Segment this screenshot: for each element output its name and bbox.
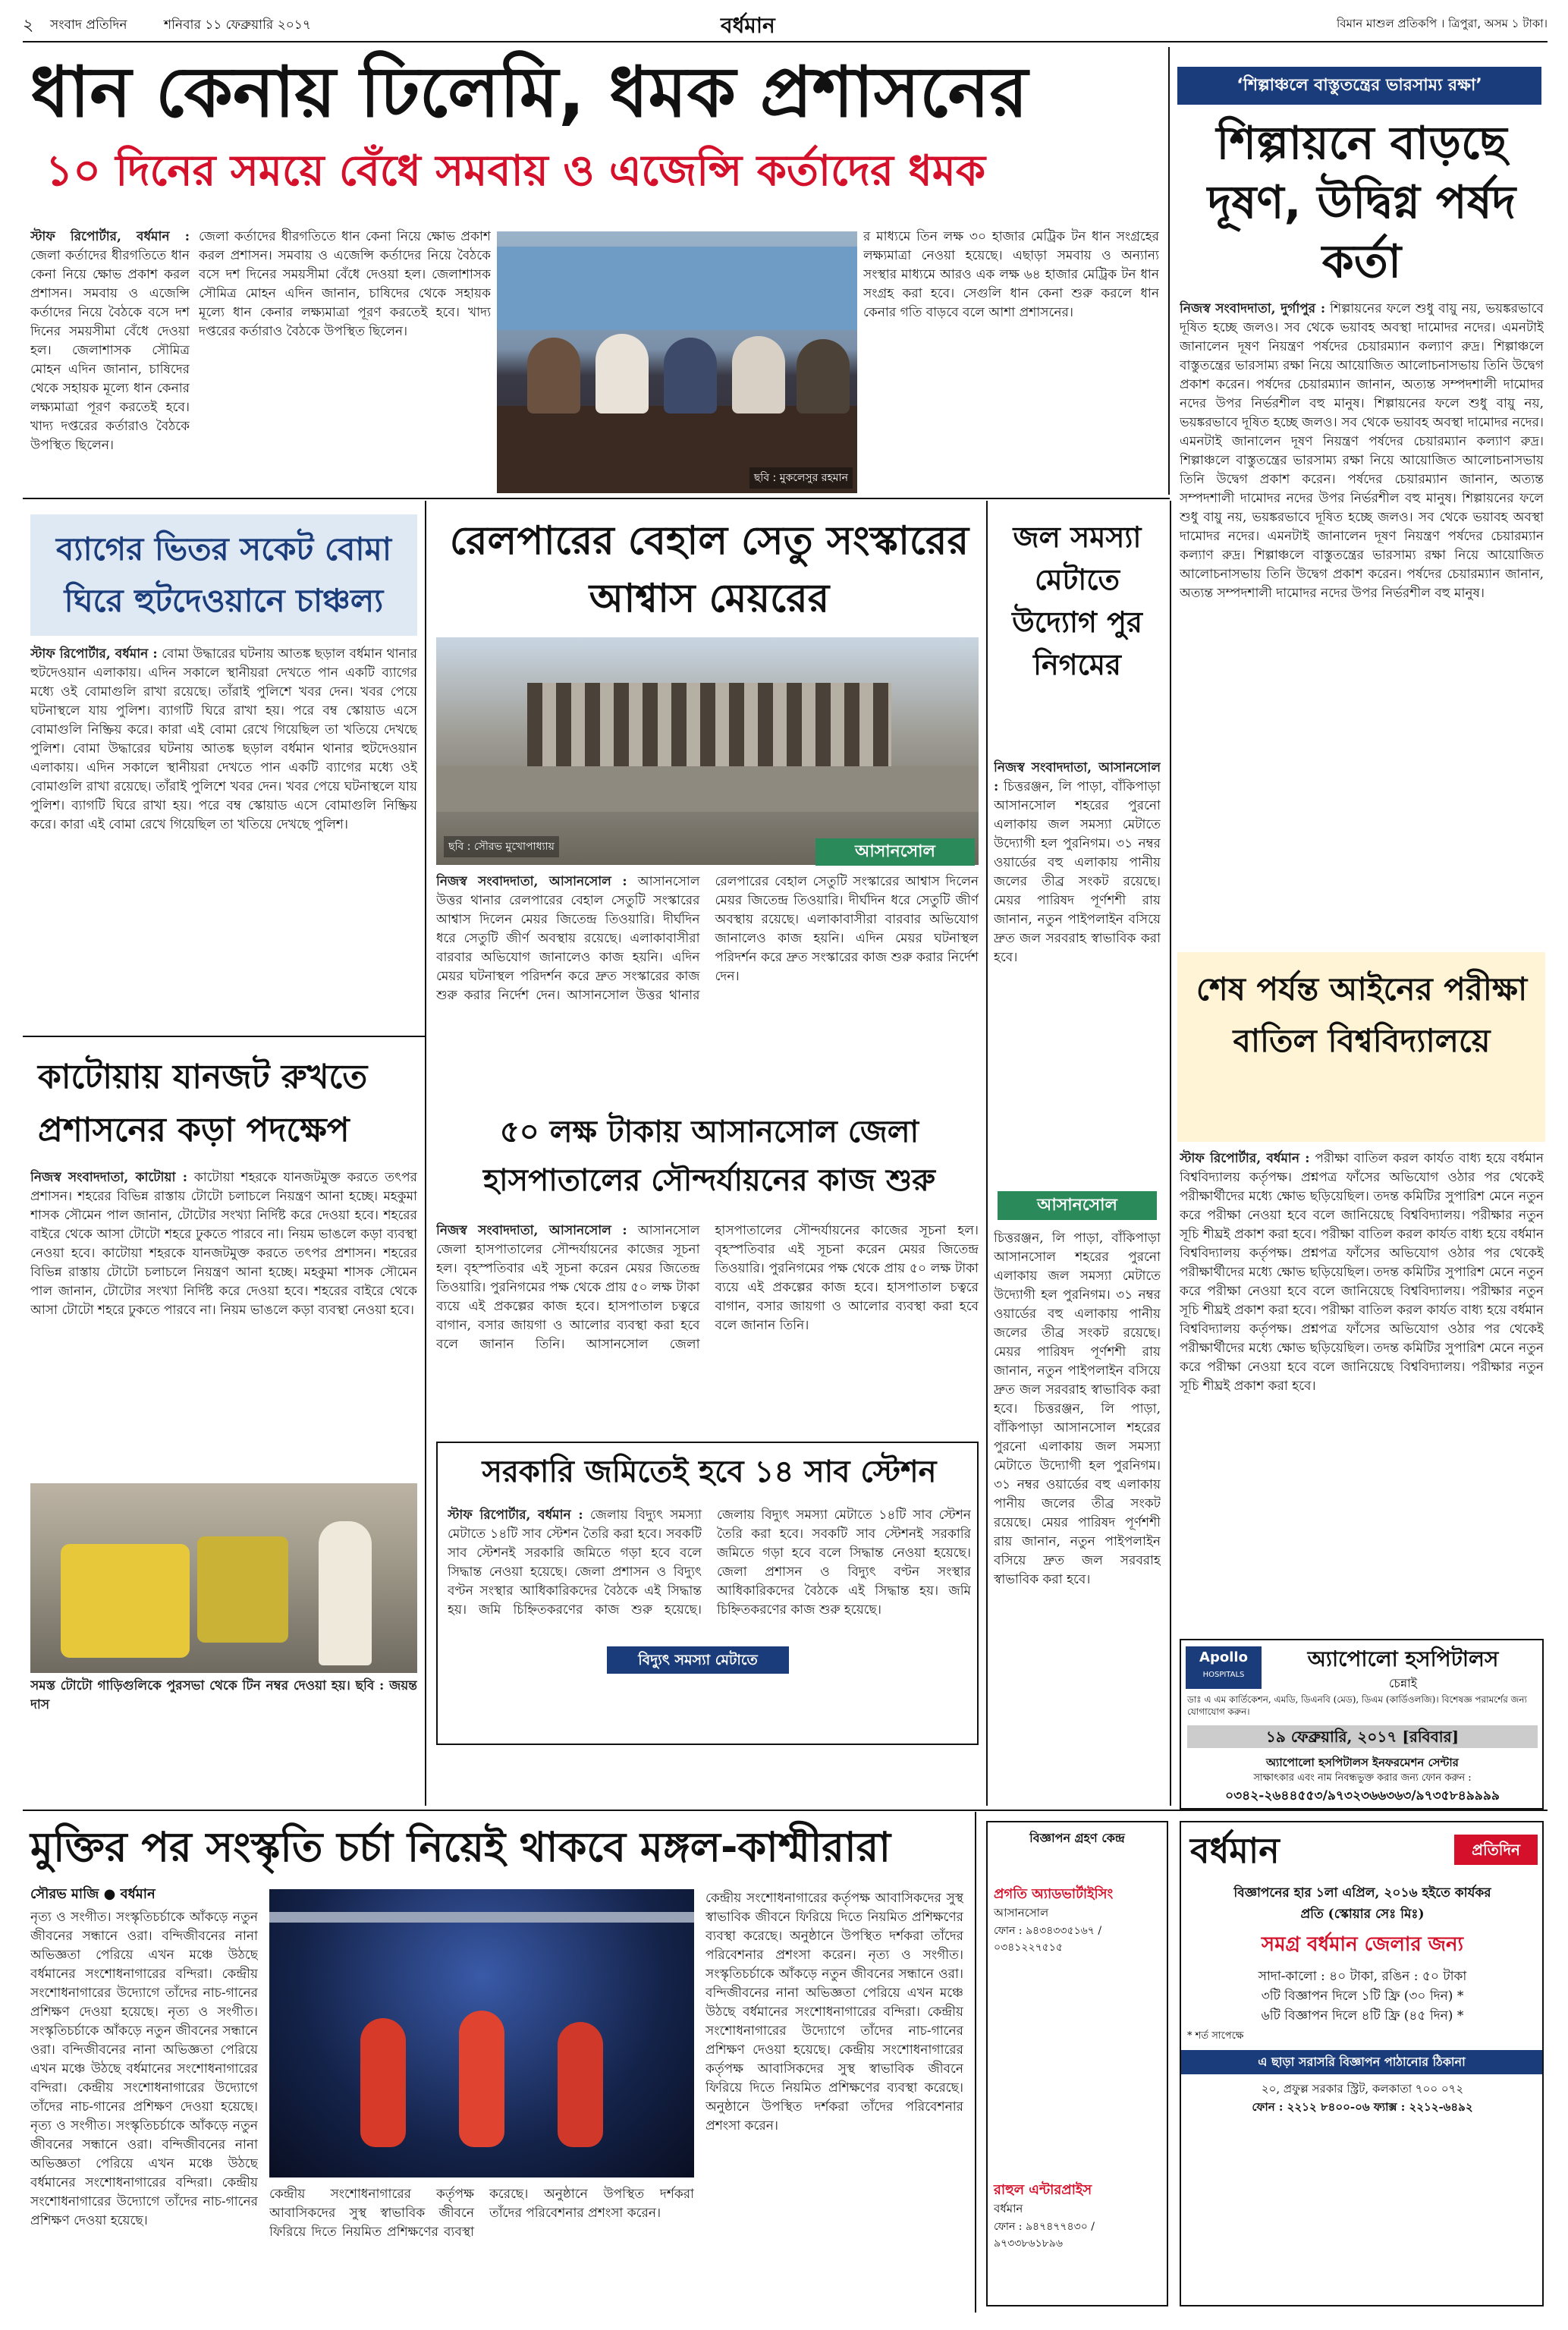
lead-photo-caption: ছবি : মুকলেসুর রহমান xyxy=(749,467,853,489)
col3-divider xyxy=(1170,501,1171,1806)
bridge-text: আসানসোল উত্তর থানার রেলপারের বেহাল সেতুটি সংস্কারের আশ্বাস দিলেন মেয়র জিতেন্দ্র তিওয়ারি। দীর্ঘদিন ধরে সেতুটি জীর্ণ অবস্থায় রয়েছে। এলাকাবাসীরা বারবার অভিযোগ জানালেও কাজ হয়নি। এদিন মেয়র ঘটনাস্থল পরিদর্শন করে দ্রুত সংস্কারের কাজ শুরু করার নির্দেশ দেন। xyxy=(436,874,700,1003)
culture-text-repeat: নৃত্য ও সংগীত। সংস্কৃতিচর্চাকে আঁকড়ে নতুন জীবনের সন্ধানে ওরা। বন্দিজীবনের নানা অভিজ্ঞতা পেরিয়ে এখন মঞ্চে উঠছে বর্ধমানের সংশোধনাগারের বন্দিরা। কেন্দ্রীয় সংশোধনাগারের উদ্যোগে তাঁদের নাচ-গানের প্রশিক্ষণ দেওয়া হয়েছে। xyxy=(30,2118,258,2228)
rate-terms: * শর্ত সাপেক্ষে xyxy=(1187,2030,1244,2042)
bag-bomb-text-repeat: বোমা উদ্ধারের ঘটনায় আতঙ্ক ছড়াল বর্ধমান থানার হুটদেওয়ান এলাকায়। এদিন সকালে স্থানীয়রা দেখতে পান একটি ব্যাগের মধ্যে ওই বোমাগুলি রাখা রয়েছে। তাঁরাই পুলিশে খবর দেন। খবর পেয়ে ঘটনাস্থলে যায় পুলিশ। ব্যাগটি ঘিরে রাখা হয়। পরে বম্ব স্কোয়াড এসে বোমাগুলি নিষ্ক্রিয় করে। কারা এই বোমা রেখে গিয়েছিল তা খতিয়ে দেখছে পুলিশ। xyxy=(30,741,417,832)
lead-body-col2 xyxy=(199,228,491,486)
lead-photo-banner xyxy=(497,247,857,330)
traffic-police xyxy=(319,1521,372,1665)
dancer xyxy=(360,2018,406,2147)
masthead xyxy=(23,9,1548,39)
rate-ad xyxy=(1180,1821,1544,2306)
address-line: ২০, প্রফুল্ল সরকার স্ট্রিট, কলকাতা ৭০০ ০৭২ xyxy=(1261,2082,1464,2096)
culture-text-2: কেন্দ্রীয় সংশোধনাগারের কর্তৃপক্ষ আবাসিকদের সুস্থ স্বাভাবিক জীবনে ফিরিয়ে দিতে নিয়মিত প্রশিক্ষণের ব্যবস্থা করেছে। অনুষ্ঠানে উপস্থিত দর্শকরা তাঁদের পরিবেশনার প্রশংসা করেন। xyxy=(269,2187,694,2240)
agency2-phone: ফোন : ৯৪৭৪৭৭৪৩০ / ৯৭৩৩৮৬১৮৯৬ xyxy=(994,2221,1095,2250)
bridge-headline: রেলপারের বেহাল সেতু সংস্কারের আশ্বাস মেয়রের xyxy=(449,518,969,621)
katwa-body xyxy=(30,1168,417,1479)
lead-body-col3 xyxy=(863,228,1159,486)
rate-line-1: সাদা-কালো : ৪০ টাকা, রঙিন : ৫০ টাকা xyxy=(1258,1969,1467,1984)
katwa-photo xyxy=(30,1483,417,1673)
toto-vehicle xyxy=(197,1536,288,1643)
side-byline: নিজস্ব সংবাদদাতা, দুর্গাপুর : xyxy=(1180,301,1326,316)
exam-headline: শেষ পর্যন্ত আইনের পরীক্ষা বাতিল বিশ্ববিদ্যালয়ে xyxy=(1196,970,1528,1059)
apollo-logo-sub: HOSPITALS xyxy=(1202,1671,1245,1679)
side-body-text: শিল্পায়নের ফলে শুধু বায়ু নয়, ভয়ঙ্করভাবে দূষিত হচ্ছে জলও। সব থেকে ভয়াবহ অবস্থা দামোদর নদের। এমনটাই জানালেন দূষণ নিয়ন্ত্রণ পর্ষদের চেয়ারম্যান কল্যাণ রুদ্র। শিল্পাঞ্চলে বাস্তুতন্ত্রের ভারসাম্য রক্ষা নিয়ে আয়োজিত আলোচনাসভায় তিনি উদ্বেগ প্রকাশ করেন। পর্ষদের চেয়ারম্যান জানান, অত্যন্ত সম্পদশালী দামোদর নদের উপর নির্ভরশীল বহু মানুষ। xyxy=(1180,301,1544,411)
ad-centre-box xyxy=(986,1821,1168,2306)
section-title: বর্ধমান xyxy=(721,13,775,38)
katwa-byline: নিজস্ব সংবাদদাতা, কাটোয়া : xyxy=(30,1170,188,1185)
substation-text: জেলায় বিদ্যুৎ সমস্যা মেটাতে ১৪টি সাব স্টেশন তৈরি করা হবে। সবকটি সাব স্টেশনই সরকারি জমিতে গড়া হবে বলে সিদ্ধান্ত নেওয়া হয়েছে। জেলা প্রশাসন ও বিদ্যুৎ বণ্টন সংস্থার আধিকারিকদের বৈঠকে এই সিদ্ধান্ত হয়। জমি চিহ্নিতকরণের কাজ শুরু হয়েছে। xyxy=(448,1508,702,1618)
bridge-byline: নিজস্ব সংবাদদাতা, আসানসোল : xyxy=(436,874,627,889)
bag-bomb-rule xyxy=(23,1036,425,1037)
lead-body-continued: জেলা কর্তাদের ধীরগতিতে ধান কেনা নিয়ে ক্ষোভ প্রকাশ করল প্রশাসন। সমবায় ও এজেন্সি কর্তাদের নিয়ে বৈঠকে বসে দশ দিনের সময়সীমা বেঁধে দেওয়া হল। জেলাশাসক সৌমিত্র মোহন এদিন জানান, চাষিদের থেকে সহায়ক মূল্যে ধান কেনার লক্ষ্যমাত্রা পূরণ করতেই হবে। খাদ্য দপ্তরের কর্তারাও বৈঠকে উপস্থিত ছিলেন। xyxy=(199,229,491,339)
lead-photo-person xyxy=(732,336,785,413)
dancer xyxy=(459,2011,504,2147)
apollo-center: অ্যাপোলো হসপিটালস ইনফরমেশন সেন্টার xyxy=(1266,1756,1459,1769)
lead-body-col1 xyxy=(30,228,190,486)
lead-byline: স্টাফ রিপোর্টার, বর্ধমান : xyxy=(30,229,190,244)
lead-bottom-rule xyxy=(23,498,1170,499)
agency1-phone: ফোন : ৯৪৩৪৩৩৫১৬৭ / ০৩৪১২২৭৫১৫ xyxy=(994,1925,1102,1954)
apollo-subtitle: চেন্নাই xyxy=(1388,1676,1418,1690)
water-tag: আসানসোল xyxy=(998,1191,1157,1220)
water-body xyxy=(994,759,1161,1184)
culture-body-col1 xyxy=(30,1908,258,2303)
hospital-text: আসানসোল জেলা হাসপাতালের সৌন্দর্যায়নের কাজের সূচনা হল। বৃহস্পতিবার এই সূচনা করেন মেয়র জিতেন্দ্র তিওয়ারি। পুরনিগমের পক্ষ থেকে প্রায় ৫০ লক্ষ টাকা ব্যয়ে এই প্রকল্পের কাজ হবে। হাসপাতাল চত্বরে বাগান, বসার জায়গা ও আলোর ব্যবস্থা করা হবে বলে জানান তিনি। xyxy=(436,1223,700,1352)
address-phone: ফোন : ২২১২ ৮৪০০-০৬ ফ্যাক্স : ২২১২-৬৪৯২ xyxy=(1252,2100,1473,2114)
col2-divider xyxy=(986,501,988,1806)
water-headline: জল সমস্যা মেটাতে উদ্যোগ পুর নিগমের xyxy=(1012,520,1142,681)
katwa-headline: কাটোয়ায় যানজট রুখতে প্রশাসনের কড়া পদক্ষেপ xyxy=(38,1058,368,1149)
agency1-name: প্রগতি অ্যাডভার্টাইসিং xyxy=(994,1886,1114,1902)
side-headline: শিল্পায়নে বাড়ছে দূষণ, উদ্বিগ্ন পর্ষদ কর্তা xyxy=(1207,117,1516,288)
substation-headline: সরকারি জমিতেই হবে ১৪ সাব স্টেশন xyxy=(482,1454,937,1489)
katwa-caption xyxy=(30,1677,417,1798)
rate-ad-badge: প্রতিদিন xyxy=(1454,1835,1538,1865)
culture-text-2-continued: কেন্দ্রীয় সংশোধনাগারের কর্তৃপক্ষ আবাসিকদের সুস্থ স্বাভাবিক জীবনে ফিরিয়ে দিতে নিয়মিত প্রশিক্ষণের ব্যবস্থা করেছে। অনুষ্ঠানে উপস্থিত দর্শকরা তাঁদের পরিবেশনার প্রশংসা করেন। xyxy=(705,1891,963,1963)
exam-byline: স্টাফ রিপোর্টার, বর্ধমান : xyxy=(1180,1151,1310,1166)
culture-body-col3 xyxy=(705,1889,963,2306)
katwa-text-repeat: কাটোয়া শহরকে যানজটমুক্ত করতে তৎপর প্রশাসন। শহরের বিভিন্ন রাস্তায় টোটো চলাচলে নিয়ন্ত্রণ আনা হচ্ছে। মহকুমা শাসক সৌমেন পাল জানান, টোটোর সংখ্যা নির্দিষ্ট করে দেওয়া হবে। শহরের বাইরে থেকে আসা টোটো শহরে ঢুকতে পারবে না। নিয়ম ভাঙলে কড়া ব্যবস্থা নেওয়া হবে। xyxy=(30,1246,417,1318)
culture-body-col2 xyxy=(269,2185,694,2306)
hospital-text-repeat: আসানসোল জেলা হাসপাতালের সৌন্দর্যায়নের কাজের সূচনা হল। বৃহস্পতিবার এই সূচনা করেন মেয়র জিতেন্দ্র তিওয়ারি। পুরনিগমের পক্ষ থেকে প্রায় ৫০ লক্ষ টাকা ব্যয়ে এই প্রকল্পের কাজ হবে। হাসপাতাল চত্বরে বাগান, বসার জায়গা ও আলোর ব্যবস্থা করা হবে বলে জানান তিনি। xyxy=(586,1223,979,1352)
substation-text-repeat: জেলায় বিদ্যুৎ সমস্যা মেটাতে ১৪টি সাব স্টেশন তৈরি করা হবে। সবকটি সাব স্টেশনই সরকারি জমিতে গড়া হবে বলে সিদ্ধান্ত নেওয়া হয়েছে। জেলা প্রশাসন ও বিদ্যুৎ বণ্টন সংস্থার আধিকারিকদের বৈঠকে এই সিদ্ধান্ত হয়। জমি চিহ্নিতকরণের কাজ শুরু হয়েছে। xyxy=(717,1508,971,1618)
agency1-place: আসানসোল xyxy=(994,1906,1049,1920)
bag-bomb-text: বোমা উদ্ধারের ঘটনায় আতঙ্ক ছড়াল বর্ধমান থানার হুটদেওয়ান এলাকায়। এদিন সকালে স্থানীয়রা দেখতে পান একটি ব্যাগের মধ্যে ওই বোমাগুলি রাখা রয়েছে। তাঁরাই পুলিশে খবর দেন। খবর পেয়ে ঘটনাস্থলে যায় পুলিশ। ব্যাগটি ঘিরে রাখা হয়। পরে বম্ব স্কোয়াড এসে বোমাগুলি নিষ্ক্রিয় করে। কারা এই বোমা রেখে গিয়েছিল তা খতিয়ে দেখছে পুলিশ। xyxy=(30,646,417,756)
lead-photo-person xyxy=(797,339,850,413)
bridge-body xyxy=(436,873,979,1100)
agency2-name: রাহুল এন্টারপ্রাইস xyxy=(994,2182,1092,2198)
price-line: বিমান মাশুল প্রতিকপি । ত্রিপুরা, অসম ১ টাকা। xyxy=(1336,17,1548,30)
apollo-phones: ০৩৪২-২৬৪৪৫৫৩/৯৭৩২৩৬৬৩৬৩/৯৭৩৫৮৪৯৯৯৯ xyxy=(1225,1788,1500,1803)
dancer xyxy=(558,2022,603,2147)
katwa-photo-credit: ছবি : জয়ন্ত দাস xyxy=(30,1678,417,1712)
lead-photo-person xyxy=(527,338,580,413)
rate-highlight: সমগ্র বর্ধমান জেলার জন্য xyxy=(1261,1933,1464,1956)
col1-divider xyxy=(425,501,426,1806)
mid-bottom-rule xyxy=(23,1810,1548,1811)
stage-truss xyxy=(269,1912,694,1923)
lead-photo-person xyxy=(595,334,649,413)
side-kicker-text: ‘শিল্পাঞ্চলে বাস্তুতন্ত্রের ভারসাম্য রক্ষা’ xyxy=(1236,76,1482,95)
apollo-contact: সাক্ষাৎকার এবং নাম নিবন্ধভুক্ত করার জন্য ফোন করুন : xyxy=(1253,1772,1472,1784)
water-body-2 xyxy=(994,1229,1161,1791)
lead-photo xyxy=(497,231,857,493)
apollo-body: ডাঃ এ এম কার্তিকেশন, এমডি, ডিএনবি (মেড), ডিএম (কার্ডিওলজি)। বিশেষজ্ঞ পরামর্শের জন্য যোগাযোগ করুন। xyxy=(1187,1694,1528,1717)
lead-body: জেলা কর্তাদের ধীরগতিতে ধান কেনা নিয়ে ক্ষোভ প্রকাশ করল প্রশাসন। সমবায় ও এজেন্সি কর্তাদের নিয়ে বৈঠকে বসে দশ দিনের সময়সীমা বেঁধে দেওয়া হল। জেলাশাসক সৌমিত্র মোহন এদিন জানান, চাষিদের থেকে সহায়ক মূল্যে ধান কেনার লক্ষ্যমাত্রা পূরণ করতেই হবে। খাদ্য দপ্তরের কর্তারাও বৈঠকে উপস্থিত ছিলেন। xyxy=(30,248,190,453)
rate-line: বিজ্ঞাপনের হার ১লা এপ্রিল, ২০১৬ হইতে কার্যকর xyxy=(1233,1885,1491,1901)
lead-subhead: ১০ দিনের সময়ে বেঁধে সমবায় ও এজেন্সি কর্তাদের ধমক xyxy=(46,146,986,196)
katwa-text: কাটোয়া শহরকে যানজটমুক্ত করতে তৎপর প্রশাসন। শহরের বিভিন্ন রাস্তায় টোটো চলাচলে নিয়ন্ত্রণ আনা হচ্ছে। মহকুমা শাসক সৌমেন পাল জানান, টোটোর সংখ্যা নির্দিষ্ট করে দেওয়া হবে। শহরের বাইরে থেকে আসা টোটো শহরে ঢুকতে পারবে না। নিয়ম ভাঙলে কড়া ব্যবস্থা নেওয়া হবে। xyxy=(30,1170,417,1261)
hospital-body xyxy=(436,1222,979,1434)
water-text-repeat: চিত্তরঞ্জন, লি পাড়া, বাঁকিপাড়া আসানসোল শহরের পুরনো এলাকায় জল সমস্যা মেটাতে উদ্যোগী হল পুরনিগম। ৩১ নম্বর ওয়ার্ডের বহু এলাকায় পানীয় জলের তীব্র সংকট রয়েছে। মেয়র পারিষদ পূর্ণশশী রায় জানান, নতুন পাইপলাইন বসিয়ে দ্রুত জল সরবরাহ স্বাভাবিক করা হবে। xyxy=(994,1401,1161,1587)
bridge-structure xyxy=(436,766,979,812)
exam-text: পরীক্ষা বাতিল করল কার্যত বাধ্য হয়ে বর্ধমান বিশ্ববিদ্যালয় কর্তৃপক্ষ। প্রশ্নপত্র ফাঁসের অভিযোগ ওঠার পর থেকেই পরীক্ষার্থীদের মধ্যে ক্ষোভ ছড়িয়েছিল। তদন্ত কমিটির সুপারিশ মেনে নতুন করে পরীক্ষা নেওয়া হবে বলে জানিয়েছে বিশ্ববিদ্যালয়। পরীক্ষার নতুন সূচি শীঘ্রই প্রকাশ করা হবে। xyxy=(1180,1151,1544,1242)
culture-text-repeat: নৃত্য ও সংগীত। সংস্কৃতিচর্চাকে আঁকড়ে নতুন জীবনের সন্ধানে ওরা। বন্দিজীবনের নানা অভিজ্ঞতা পেরিয়ে এখন মঞ্চে উঠছে বর্ধমানের সংশোধনাগারের বন্দিরা। কেন্দ্রীয় সংশোধনাগারের উদ্যোগে তাঁদের নাচ-গানের প্রশিক্ষণ দেওয়া হয়েছে। xyxy=(30,2005,258,2115)
culture-text: নৃত্য ও সংগীত। সংস্কৃতিচর্চাকে আঁকড়ে নতুন জীবনের সন্ধানে ওরা। বন্দিজীবনের নানা অভিজ্ঞতা পেরিয়ে এখন মঞ্চে উঠছে বর্ধমানের সংশোধনাগারের বন্দিরা। কেন্দ্রীয় সংশোধনাগারের উদ্যোগে তাঁদের নাচ-গানের প্রশিক্ষণ দেওয়া হয়েছে। xyxy=(30,1910,258,2020)
lead-headline: ধান কেনায় ঢিলেমি, ধমক প্রশাসনের xyxy=(30,52,1029,133)
exam-text-repeat: পরীক্ষা বাতিল করল কার্যত বাধ্য হয়ে বর্ধমান বিশ্ববিদ্যালয় কর্তৃপক্ষ। প্রশ্নপত্র ফাঁসের অভিযোগ ওঠার পর থেকেই পরীক্ষার্থীদের মধ্যে ক্ষোভ ছড়িয়েছিল। তদন্ত কমিটির সুপারিশ মেনে নতুন করে পরীক্ষা নেওয়া হবে বলে জানিয়েছে বিশ্ববিদ্যালয়। পরীক্ষার নতুন সূচি শীঘ্রই প্রকাশ করা হবে। xyxy=(1180,1227,1544,1318)
side-body-text-repeat: শিল্পায়নের ফলে শুধু বায়ু নয়, ভয়ঙ্করভাবে দূষিত হচ্ছে জলও। সব থেকে ভয়াবহ অবস্থা দামোদর নদের। এমনটাই জানালেন দূষণ নিয়ন্ত্রণ পর্ষদের চেয়ারম্যান কল্যাণ রুদ্র। শিল্পাঞ্চলে বাস্তুতন্ত্রের ভারসাম্য রক্ষা নিয়ে আয়োজিত আলোচনাসভায় তিনি উদ্বেগ প্রকাশ করেন। পর্ষদের চেয়ারম্যান জানান, অত্যন্ত সম্পদশালী দামোদর নদের উপর নির্ভরশীল বহু মানুষ। xyxy=(1180,396,1544,506)
exam-text-repeat: পরীক্ষা বাতিল করল কার্যত বাধ্য হয়ে বর্ধমান বিশ্ববিদ্যালয় কর্তৃপক্ষ। প্রশ্নপত্র ফাঁসের অভিযোগ ওঠার পর থেকেই পরীক্ষার্থীদের মধ্যে ক্ষোভ ছড়িয়েছিল। তদন্ত কমিটির সুপারিশ মেনে নতুন করে পরীক্ষা নেওয়া হবে বলে জানিয়েছে বিশ্ববিদ্যালয়। পরীক্ষার নতুন সূচি শীঘ্রই প্রকাশ করা হবে। xyxy=(1180,1303,1544,1394)
rate-ad-brand: বর্ধমান xyxy=(1190,1830,1280,1871)
lead-side-divider xyxy=(1168,47,1170,495)
apollo-date: ১৯ ফেব্রুয়ারি, ২০১৭ [রবিবার] xyxy=(1187,1725,1538,1748)
rate-line-2: ৩টি বিজ্ঞাপন দিলে ১টি ফ্রি (৩০ দিন) * xyxy=(1261,1989,1464,2004)
paper-name: সংবাদ প্রতিদিন xyxy=(50,17,127,33)
ad-centre-title: বিজ্ঞাপন গ্রহণ কেন্দ্র xyxy=(1029,1831,1125,1845)
substation-body xyxy=(448,1506,971,1734)
side-body-text-repeat: শিল্পায়নের ফলে শুধু বায়ু নয়, ভয়ঙ্করভাবে দূষিত হচ্ছে জলও। সব থেকে ভয়াবহ অবস্থা দামোদর নদের। এমনটাই জানালেন দূষণ নিয়ন্ত্রণ পর্ষদের চেয়ারম্যান কল্যাণ রুদ্র। শিল্পাঞ্চলে বাস্তুতন্ত্রের ভারসাম্য রক্ষা নিয়ে আয়োজিত আলোচনাসভায় তিনি উদ্বেগ প্রকাশ করেন। পর্ষদের চেয়ারম্যান জানান, অত্যন্ত সম্পদশালী দামোদর নদের উপর নির্ভরশীল বহু মানুষ। xyxy=(1180,491,1544,601)
bag-bomb-byline: স্টাফ রিপোর্টার, বর্ধমান : xyxy=(30,646,158,662)
apollo-ad xyxy=(1180,1639,1544,1810)
bag-bomb-body xyxy=(30,645,417,1024)
culture-text-2-repeat: কেন্দ্রীয় সংশোধনাগারের কর্তৃপক্ষ আবাসিকদের সুস্থ স্বাভাবিক জীবনে ফিরিয়ে দিতে নিয়মিত প্রশিক্ষণের ব্যবস্থা করেছে। অনুষ্ঠানে উপস্থিত দর্শকরা তাঁদের পরিবেশনার প্রশংসা করেন। xyxy=(705,2042,963,2133)
rate-line-3: ৬টি বিজ্ঞাপন দিলে ৪টি ফ্রি (৪৫ দিন) * xyxy=(1261,2008,1464,2023)
culture-byline: সৌরভ মাজি ● বর্ধমান xyxy=(30,1886,156,1902)
bag-bomb-headline: ব্যাগের ভিতর সকেট বোমা ঘিরে হুটদেওয়ানে চাঞ্চল্য xyxy=(55,530,392,619)
bridge-text-repeat: আসানসোল উত্তর থানার রেলপারের বেহাল সেতুটি সংস্কারের আশ্বাস দিলেন মেয়র জিতেন্দ্র তিওয়ারি। দীর্ঘদিন ধরে সেতুটি জীর্ণ অবস্থায় রয়েছে। এলাকাবাসীরা বারবার অভিযোগ জানালেও কাজ হয়নি। এদিন মেয়র ঘটনাস্থল পরিদর্শন করে দ্রুত সংস্কারের কাজ শুরু করার নির্দেশ দেন। xyxy=(567,874,979,1003)
lead-photo-person xyxy=(664,338,717,413)
apollo-logo xyxy=(1186,1646,1262,1689)
katwa-caption-text: সমস্ত টোটো গাড়িগুলিকে পুরসভা থেকে টিন নম্বর দেওয়া হয়। xyxy=(30,1678,350,1693)
toto-vehicle xyxy=(61,1544,190,1658)
water-byline: নিজস্ব সংবাদদাতা, আসানসোল : xyxy=(994,760,1161,794)
culture-headline: মুক্তির পর সংস্কৃতি চর্চা নিয়েই থাকবে মঙ্গল-কাশ্মীরারা xyxy=(30,1823,891,1871)
bottom-divider xyxy=(975,1812,976,2313)
bridge-tag: আসানসোল xyxy=(815,838,975,866)
side-body xyxy=(1180,300,1544,755)
hospital-headline: ৫০ লক্ষ টাকায় আসানসোল জেলা হাসপাতালের সৌন্দর্যায়নের কাজ শুরু xyxy=(483,1115,935,1198)
agency2-place: বর্ধমান xyxy=(994,2202,1023,2215)
substation-tag: বিদ্যুৎ সমস্যা মেটাতে xyxy=(607,1646,789,1674)
address-title: এ ছাড়া সরাসরি বিজ্ঞাপন পাঠানোর ঠিকানা xyxy=(1181,2050,1542,2074)
apollo-title: অ্যাপোলো হসপিটালস xyxy=(1307,1646,1499,1671)
substation-byline: স্টাফ রিপোর্টার, বর্ধমান : xyxy=(448,1508,583,1523)
side-kicker xyxy=(1177,67,1541,105)
water-text-continued: চিত্তরঞ্জন, লি পাড়া, বাঁকিপাড়া আসানসোল শহরের পুরনো এলাকায় জল সমস্যা মেটাতে উদ্যোগী হল পুরনিগম। ৩১ নম্বর ওয়ার্ডের বহু এলাকায় পানীয় জলের তীব্র সংকট রয়েছে। মেয়র পারিষদ পূর্ণশশী রায় জানান, নতুন পাইপলাইন বসিয়ে দ্রুত জল সরবরাহ স্বাভাবিক করা হবে। xyxy=(994,1231,1161,1417)
page-number: ২ xyxy=(23,16,34,35)
crowd xyxy=(527,683,891,766)
hospital-byline: নিজস্ব সংবাদদাতা, আসানসোল : xyxy=(436,1223,627,1238)
issue-date: শনিবার ১১ ফেব্রুয়ারি ২০১৭ xyxy=(164,17,311,33)
exam-body xyxy=(1180,1149,1544,1627)
bridge-photo xyxy=(436,637,979,865)
bridge-photo-credit: ছবি : সৌরভ মুখোপাধ্যায় xyxy=(444,836,559,857)
apollo-logo-text: Apollo xyxy=(1199,1649,1248,1665)
masthead-rule xyxy=(23,41,1548,42)
rate-sub: প্রতি (স্কোয়ার সেঃ মিঃ) xyxy=(1300,1907,1425,1922)
water-text: চিত্তরঞ্জন, লি পাড়া, বাঁকিপাড়া আসানসোল শহরের পুরনো এলাকায় জল সমস্যা মেটাতে উদ্যোগী হল পুরনিগম। ৩১ নম্বর ওয়ার্ডের বহু এলাকায় পানীয় জলের তীব্র সংকট রয়েছে। মেয়র পারিষদ পূর্ণশশী রায় জানান, নতুন পাইপলাইন বসিয়ে দ্রুত জল সরবরাহ স্বাভাবিক করা হবে। xyxy=(994,779,1161,965)
lead-body-2: র মাধ্যমে তিন লক্ষ ৩০ হাজার মেট্রিক টন ধান সংগ্রহের লক্ষ্যমাত্রা নেওয়া হয়েছে। এছাড়া সমবায় ও অন্যান্য সংস্থার মাধ্যমে আরও এক লক্ষ ৬৪ হাজার মেট্রিক টন ধান সংগ্রহ করা হবে। সেগুলি ধান কেনা শুরু করলে ধান কেনার গতি বাড়বে বলে আশা প্রশাসনের। xyxy=(863,229,1159,320)
culture-photo xyxy=(269,1889,694,2177)
culture-text-repeat: নৃত্য ও সংগীত। সংস্কৃতিচর্চাকে আঁকড়ে নতুন জীবনের সন্ধানে ওরা। বন্দিজীবনের নানা অভিজ্ঞতা পেরিয়ে এখন মঞ্চে উঠছে বর্ধমানের সংশোধনাগারের বন্দিরা। কেন্দ্রীয় সংশোধনাগারের উদ্যোগে তাঁদের নাচ-গানের প্রশিক্ষণ দেওয়া হয়েছে। xyxy=(705,1948,963,2058)
